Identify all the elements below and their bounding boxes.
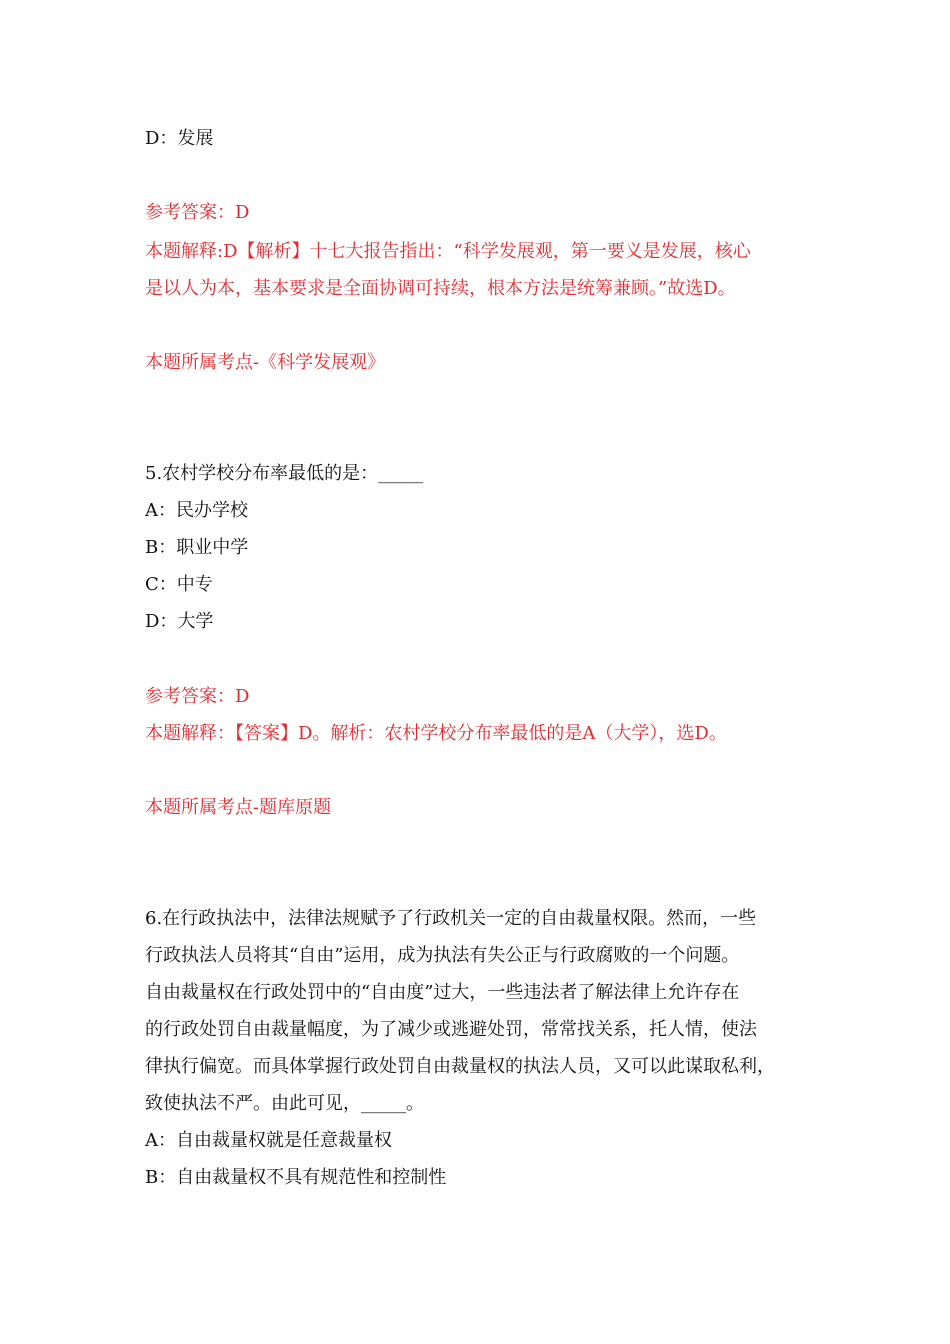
q5-explanation: 本题解释：【答案】D。解析：农村学校分布率最低的是A（大学），选D。 — [145, 723, 727, 744]
q6-question-line-5: 律执行偏宽。而具体掌握行政处罚自由裁量权的执法人员，又可以此谋取私利， — [145, 1056, 775, 1077]
q5-question: 5.农村学校分布率最低的是：_____ — [145, 463, 424, 484]
q4-topic: 本题所属考点-《科学发展观》 — [145, 352, 386, 373]
q6-question-line-2: 行政执法人员将其“自由”运用，成为执法有失公正与行政腐败的一个问题。 — [145, 945, 740, 966]
q5-topic: 本题所属考点-题库原题 — [145, 797, 332, 818]
q5-answer: 参考答案：D — [145, 686, 250, 707]
q6-question-line-1: 6.在行政执法中，法律法规赋予了行政机关一定的自由裁量权限。然而，一些 — [145, 908, 757, 929]
q4-option-d: D：发展 — [145, 128, 214, 149]
q4-explanation-line-2: 是以人为本，基本要求是全面协调可持续，根本方法是统筹兼顾。”故选D。 — [145, 278, 736, 299]
q6-question-line-3: 自由裁量权在行政处罚中的“自由度”过大，一些违法者了解法律上允许存在 — [145, 982, 740, 1003]
q6-question-line-4: 的行政处罚自由裁量幅度，为了减少或逃避处罚，常常找关系，托人情，使法 — [145, 1019, 757, 1040]
q5-option-a: A：民办学校 — [145, 500, 248, 521]
q5-option-b: B：职业中学 — [145, 537, 249, 558]
q6-question-line-6: 致使执法不严。由此可见，_____。 — [145, 1093, 424, 1114]
q5-option-d: D：大学 — [145, 611, 214, 632]
q6-option-a: A：自由裁量权就是任意裁量权 — [145, 1130, 392, 1151]
q4-explanation-line-1: 本题解释:D【解析】十七大报告指出：“科学发展观，第一要义是发展，核心 — [145, 241, 751, 262]
q5-option-c: C：中专 — [145, 574, 213, 595]
q6-option-b: B：自由裁量权不具有规范性和控制性 — [145, 1167, 447, 1188]
q4-answer: 参考答案：D — [145, 202, 250, 223]
